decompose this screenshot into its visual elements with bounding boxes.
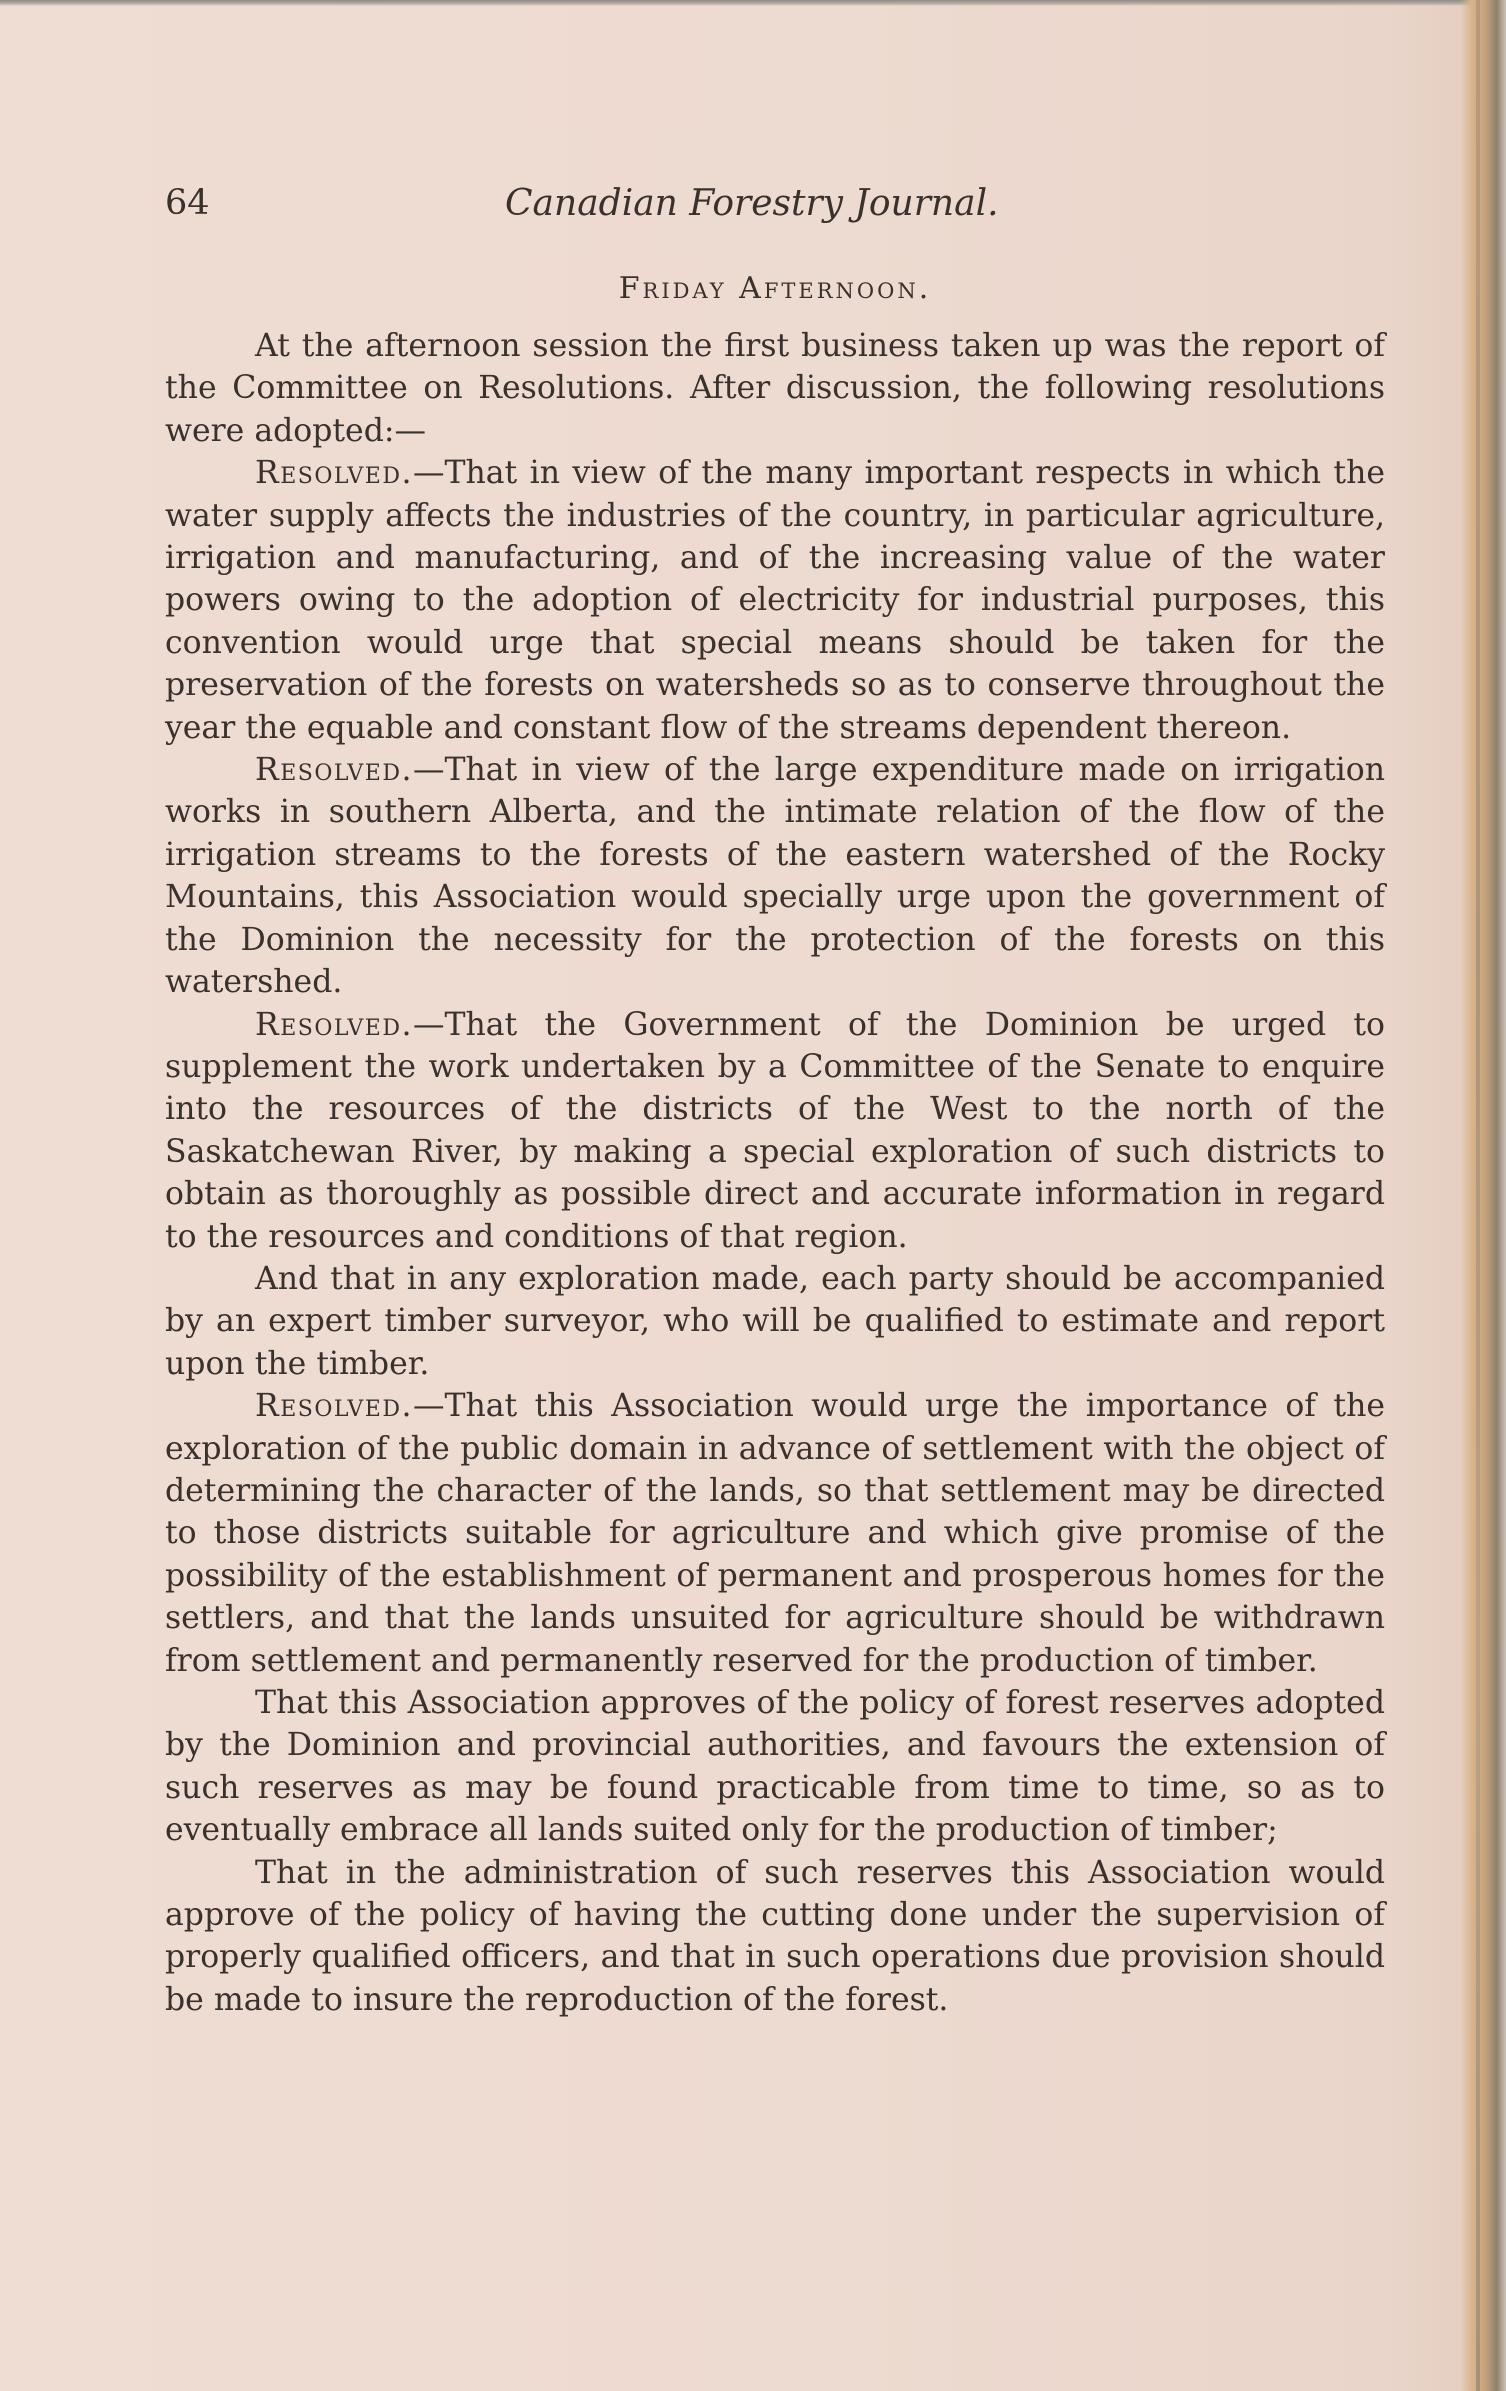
paragraph-resolution-irrigation xyxy=(165,749,1385,1003)
paragraph-timber-surveyor xyxy=(165,1258,1385,1385)
page-spine-shadow xyxy=(1476,0,1480,2391)
paragraph-lead: Resolved. xyxy=(255,455,413,492)
body-text xyxy=(165,325,1385,2021)
paragraph-lead: Resolved. xyxy=(255,1388,413,1425)
paragraph-text: —That in view of the many important respects in which the water supply affects the industries of the country, in particular agriculture, irrigation and manufacturing, and of the increasing value of the water powers owing to the adoption of electricity for industrial purposes, this convention would urge that special means should be taken for the preservation of the forests on watersheds so as to conserve throughout the year the equable and constant flow of the streams dependent thereon. xyxy=(165,455,1385,746)
paragraph-lead: Resolved. xyxy=(255,752,413,789)
paragraph-text: —That in view of the large expenditure made on irrigation works in southern Alberta, and the intimate relation of the flow of the irrigation streams to the forests of the eastern watershed of the Rocky Mountains, this Association would specially urge upon the government of the Dominion the necessity for the protection of the forests on this watershed. xyxy=(165,752,1385,1001)
journal-title: Canadian Forestry Journal. xyxy=(505,183,999,224)
section-heading: Friday Afternoon. xyxy=(618,271,932,306)
paragraph-intro xyxy=(165,325,1385,452)
paragraph-text: At the afternoon session the first business taken up was the report of the Committee on Resolutions. After discussion, the following resolutions were adopted:— xyxy=(165,328,1385,449)
page-spine-edge xyxy=(1460,0,1506,2391)
paragraph-reserve-administration xyxy=(165,1852,1385,2022)
page-number: 64 xyxy=(165,183,210,223)
page-content xyxy=(165,183,1385,2021)
paragraph-resolution-exploration xyxy=(165,1004,1385,1258)
paragraph-text: That in the administration of such reserves this Association would approve of the policy of having the cutting done under the supervision of properly qualified officers, and that in such operations due provision should be made to insure the reproduction of the forest. xyxy=(165,1854,1385,2018)
paragraph-resolution-settlement xyxy=(165,1385,1385,1682)
paragraph-lead: Resolved. xyxy=(255,1006,413,1043)
paragraph-text: And that in any exploration made, each party should be accompanied by an expert timber surveyor, who will be qualified to estimate and report upon the timber. xyxy=(165,1260,1385,1382)
page-top-edge xyxy=(0,0,1506,6)
running-head xyxy=(165,183,1385,239)
paragraph-resolution-water-supply xyxy=(165,452,1385,749)
paragraph-text: That this Association approves of the policy of forest reserves adopted by the Dominion and provincial authorities, and favours the extension of such reserves as may be found practicable from time to time, so as to eventually embrace all lands suited only for the production of timber; xyxy=(165,1685,1385,1849)
paragraph-forest-reserves xyxy=(165,1682,1385,1852)
paragraph-text: —That this Association would urge the importance of the exploration of the public domain in advance of settlement with the object of determining the character of the lands, so that settlement may be directed to those districts suitable for agriculture and which give promise of the possibility of the establishment of permanent and prosperous homes for the settlers, and that the lands unsuited for agriculture should be withdrawn from settlement and permanently reserved for the production of timber. xyxy=(165,1388,1385,1679)
paragraph-text: —That the Government of the Dominion be urged to supplement the work undertaken by a Committee of the Senate to enquire into the resources of the districts of the West to the north of the Saskatchewan River, by making a special exploration of such districts to obtain as thoroughly as possible direct and accurate information in regard to the resources and conditions of that region. xyxy=(165,1006,1385,1255)
